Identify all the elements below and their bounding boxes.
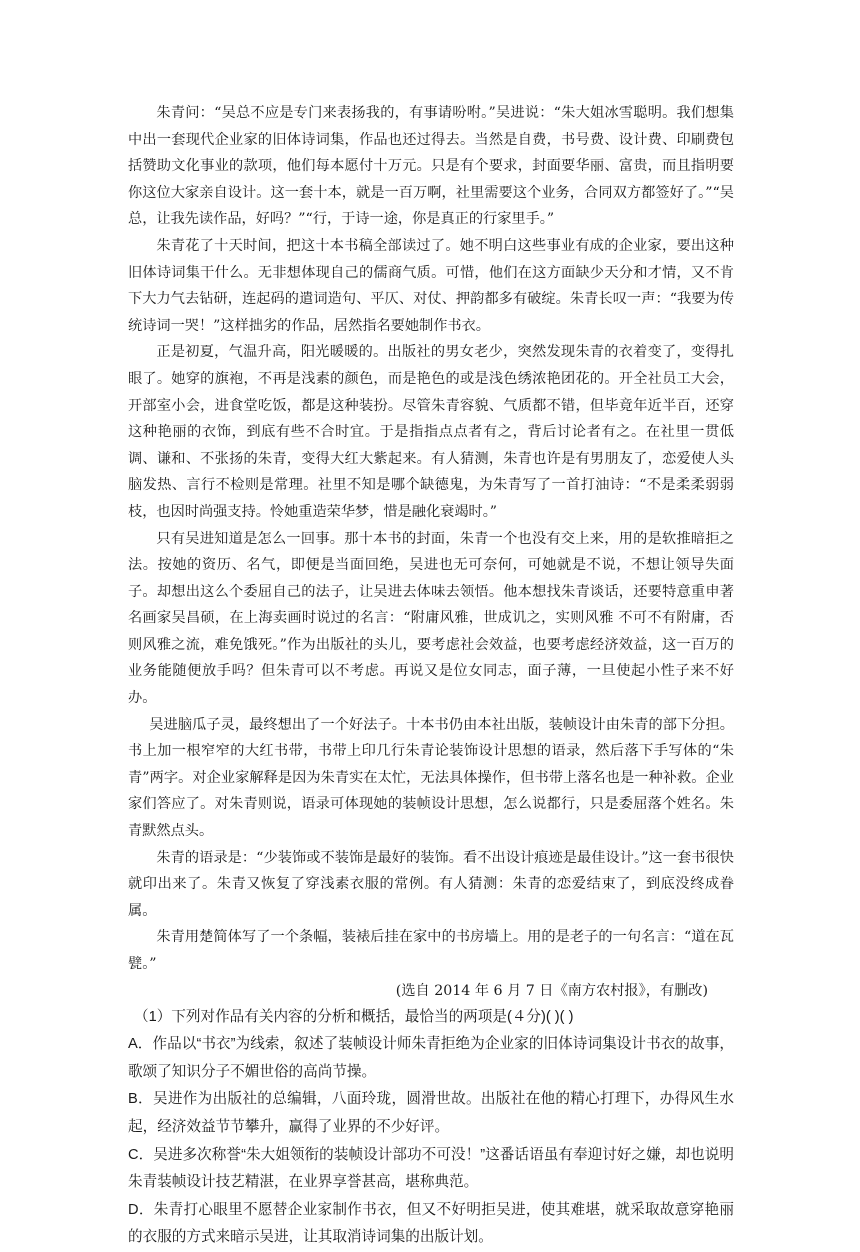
story-paragraph-5: 吴进脑瓜子灵，最终想出了一个好法子。十本书仍由本社出版，装帧设计由朱青的部下分担。书上加一根窄窄的大红书带，书带上印几行朱青论装饰设计思想的语录，然后落下手写体的“朱青”两字。对企业家解释是因为朱青实在太忙，无法具体操作，但书带上落名也是一种补救。企业家们答应了。对朱青则说，语录可体现她的装帧设计思想，怎么说都行，只是委屈落个姓名。朱青默然点头。: [128, 716, 734, 840]
story-paragraph-4: 只有吴进知道是怎么一回事。那十本书的封面，朱青一个也没有交上来，用的是软推暗拒之法。按她的资历、名气，即便是当面回绝，吴进也无可奈何，可她就是不说，不想让领导失面子。却想出这么个委屈自己的法子，让吴进去体味去领悟。他本想找朱青谈话，还要特意重申著名画家吴昌硕，在上海卖画时说过的名言：“附庸风雅，世成讥之，实则风雅 不可不有附庸，否则风雅之流，难免饿死。”作为出版社的头儿，要考虑社会效益，也要考虑经济效益，这一百万的业务能随便放手吗？但朱青可以不考虑。再说又是位女同志，面子薄，一旦使起小性子来不好办。: [128, 530, 734, 707]
story-paragraph-7: 朱青用楚简体写了一个条幅，装裱后挂在家中的书房墙上。用的是老子的一句名言：“道在瓦甓。”: [128, 929, 734, 972]
document-page: [128, 100, 734, 1252]
answer-blank-1: ( ): [545, 1008, 560, 1025]
option-d: D．朱青打心眼里不愿替企业家制作书衣，但又不好明拒吴进，使其难堪，就采取故意穿艳丽的衣服的方式来暗示吴进，让其取消诗词集的出版计划。: [128, 1201, 734, 1246]
option-a: A．作品以“书衣”为线索，叙述了装帧设计师朱青拒绝为企业家的旧体诗词集设计书衣的故事，歌颂了知识分子不媚世俗的高尚节操。: [128, 1036, 734, 1080]
story-paragraph-2: 朱青花了十天时间，把这十本书稿全部读过了。她不明白这些事业有成的企业家，要出这种旧体诗词集干什么。无非想体现自己的儒商气质。可惜，他们在这方面缺少天分和才情，又不肯下大力气去钻研，连起码的遣词造句、平仄、对仗、押韵都多有破绽。朱青长叹一声：“我要为传统诗词一哭！”这样拙劣的作品，居然指名要她制作书衣。: [128, 237, 734, 334]
question-stem-text: （1）下列对作品有关内容的分析和概括，最恰当的两项是(４分): [134, 1008, 546, 1025]
story-paragraph-3: 正是初夏，气温升高，阳光暖暖的。出版社的男女老少，突然发现朱青的衣着变了，变得扎眼了。她穿的旗袍，不再是浅素的颜色，而是艳色的或是浅色绣浓艳团花的。开全社员工大会，开部室小会，进食堂吃饭，都是这种装扮。尽管朱青容貌、气质都不错，但毕竟年近半百，还穿这种艳丽的衣饰，到底有些不合时宜。于是指指点点者有之，背后讨论者有之。在社里一贯低调、谦和、不张扬的朱青，变得大红大紫起来。有人猜测，朱青也许是有男朋友了，恋爱使人头脑发热、言行不检则是常理。社里不知是哪个缺德鬼，为朱青写了一首打油诗：“不是柔柔弱弱枝，也因时尚强支持。怜她重造荣华梦，惜是融化衰竭时。”: [128, 344, 734, 520]
question-stem: [128, 1004, 734, 1032]
option-c: C．吴进多次称誉“朱大姐领衔的装帧设计部功不可没！”这番话语虽有奉迎讨好之嫌，却也说明朱青装帧设计技艺精湛，在业界享誉甚高，堪称典范。: [128, 1146, 734, 1191]
source-citation: (选自 2014 年 6 月 7 日《南方农村报》，有删改): [395, 982, 708, 999]
option-b: B．吴进作为出版社的总编辑，八面玲珑，圆滑世故。出版社在他的精心打理下，办得风生水起，经济效益节节攀升，赢得了业界的不少好评。: [128, 1091, 734, 1135]
story-paragraph-6: 朱青的语录是：“少装饰或不装饰是最好的装饰。看不出设计痕迹是最佳设计。”这一套书很快就印出来了。朱青又恢复了穿浅素衣服的常例。有人猜测：朱青的恋爱结束了，到底没终成眷属。: [128, 849, 734, 919]
answer-blank-2: ( ): [559, 1008, 574, 1025]
story-paragraph-1: 朱青问：“吴总不应是专门来表扬我的，有事请吩咐。”吴进说：“朱大姐冰雪聪明。我们想集中出一套现代企业家的旧体诗词集，作品也还过得去。当然是自费，书号费、设计费、印刷费包括赞助文化事业的款项，他们每本愿付十万元。只是有个要求，封面要华丽、富贵，而且指明要你这位大家亲自设计。这一套十本，就是一百万啊，社里需要这个业务，合同双方都签好了。”“吴总，让我先读作品，好吗？”“行，于诗一途，你是真正的行家里手。”: [128, 105, 734, 228]
